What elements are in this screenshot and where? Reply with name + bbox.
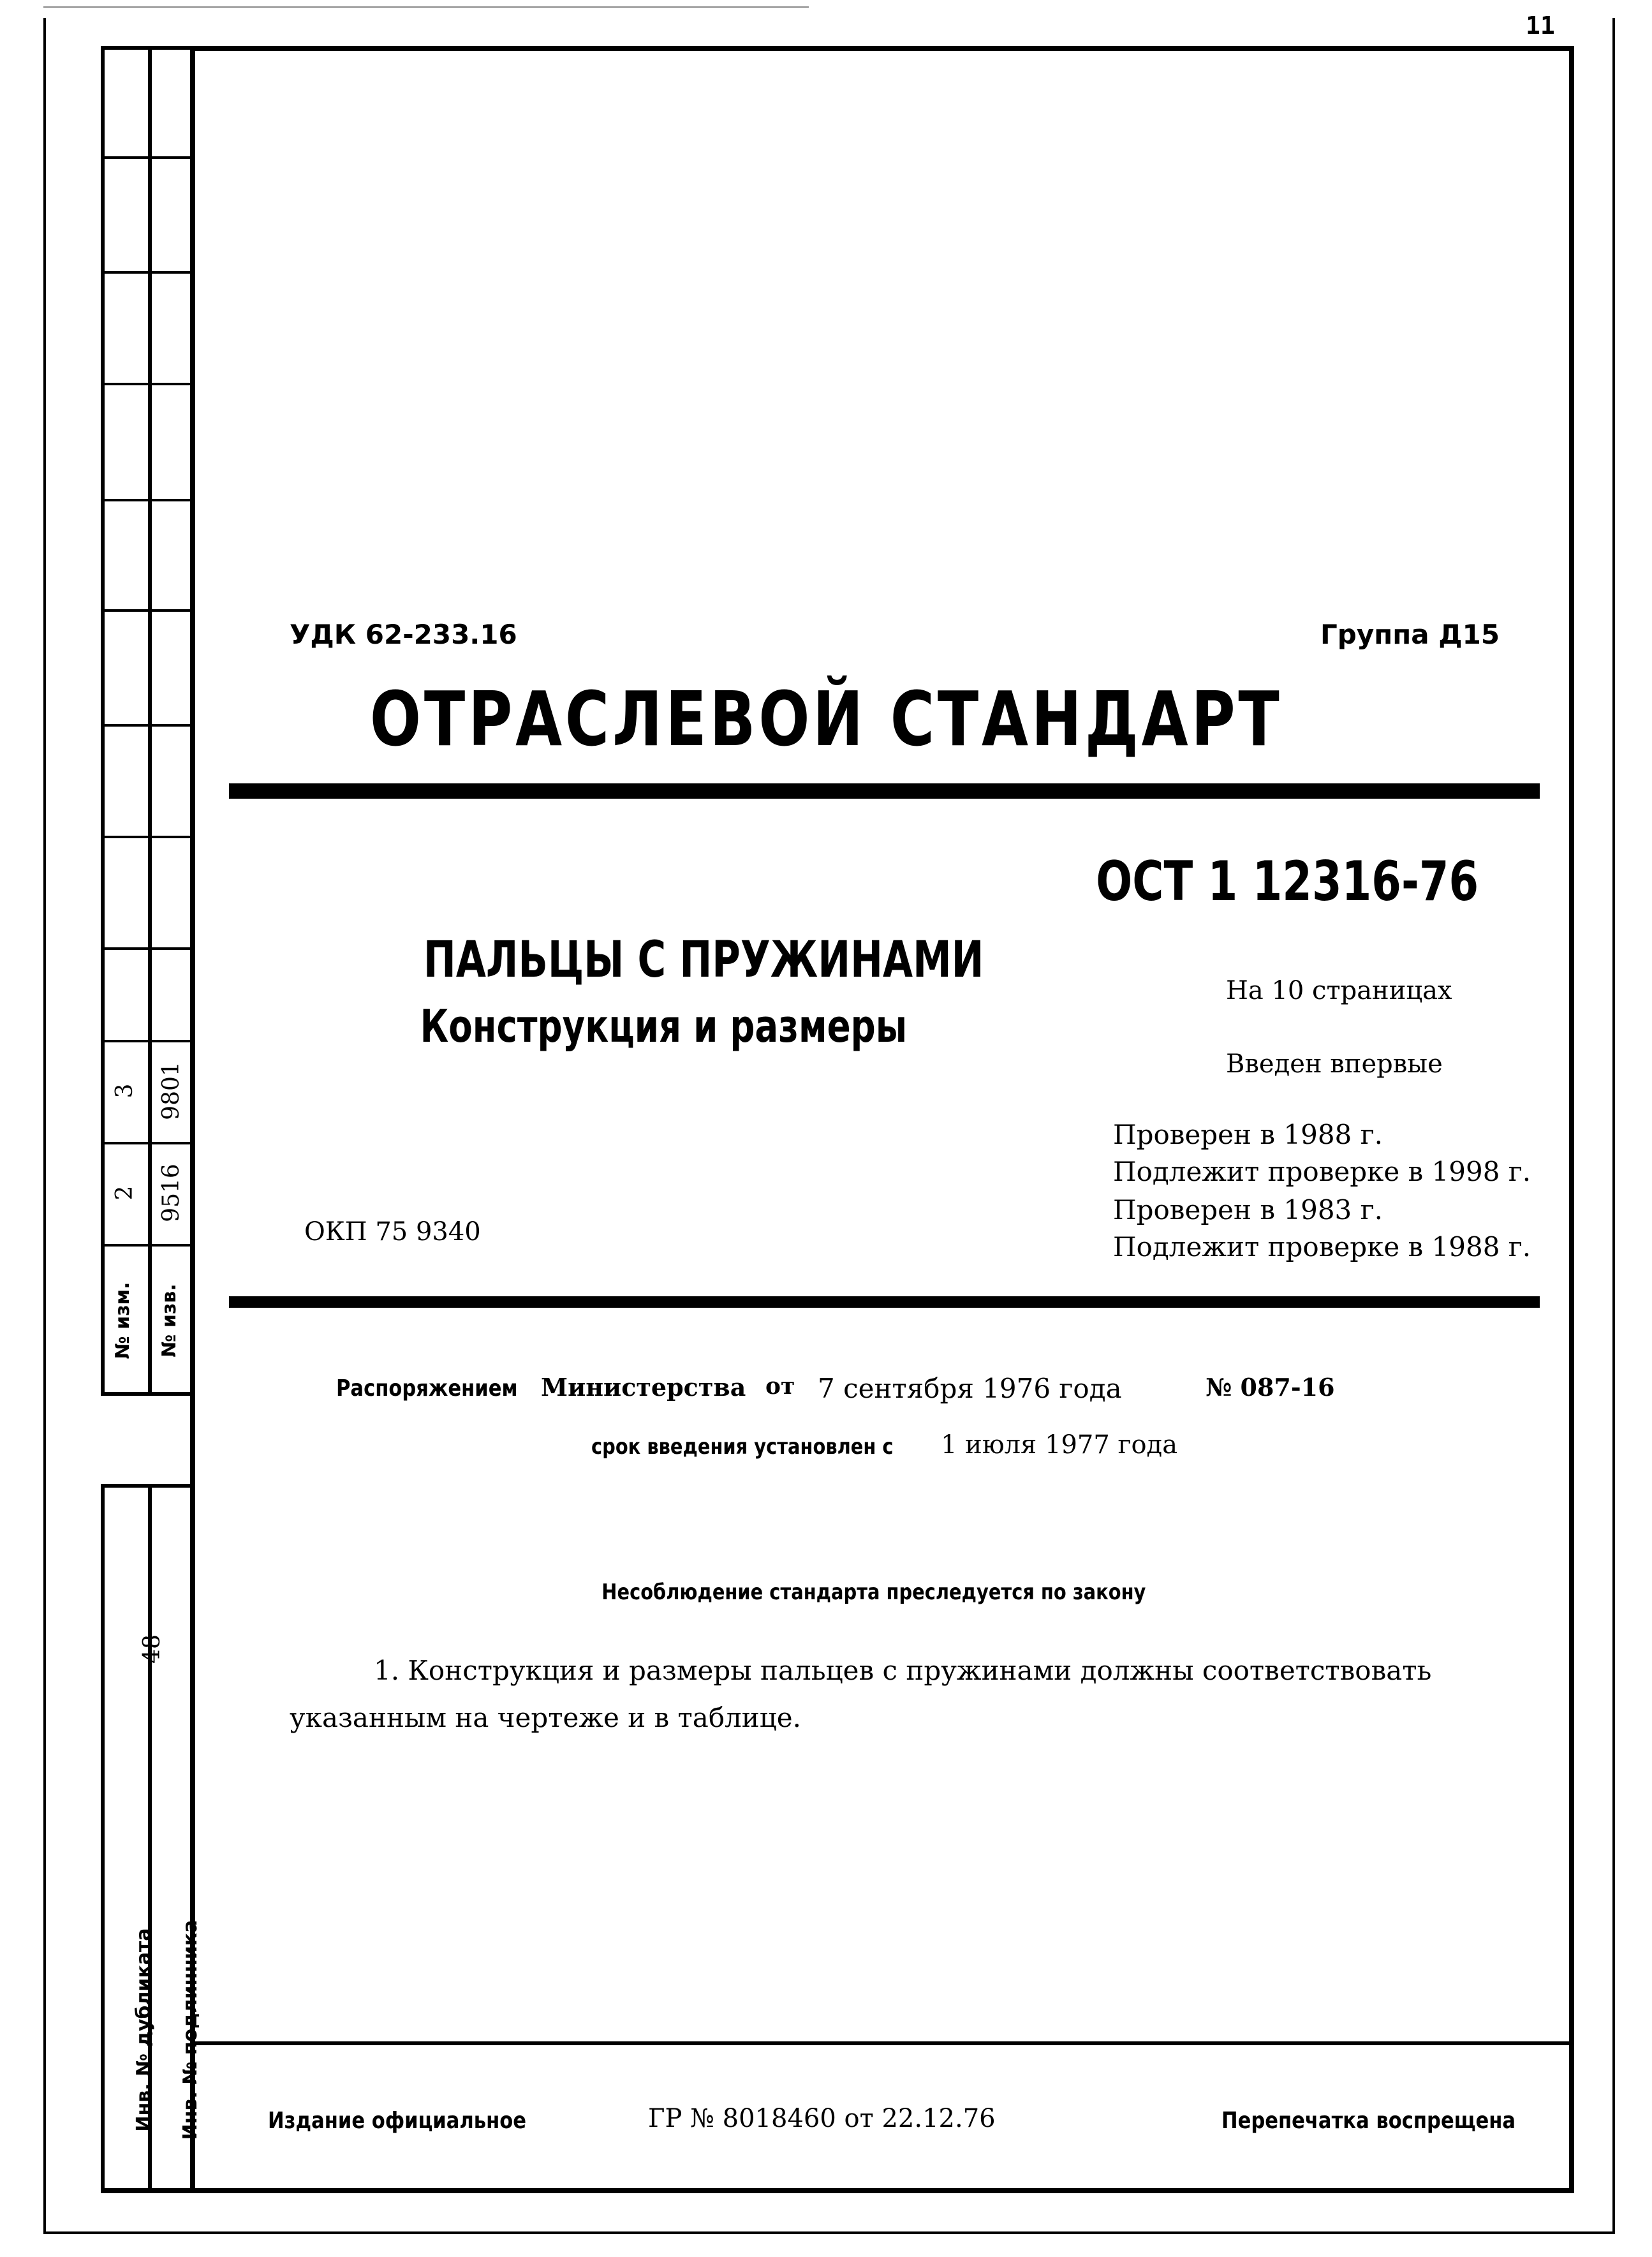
notice-number-9801: 9801 — [158, 1062, 184, 1120]
change-number-3: 3 — [112, 1083, 138, 1099]
group-text: Группа Д15 — [1320, 619, 1500, 650]
outer-frame-bottom — [43, 2231, 1615, 2234]
order-number: № 087-16 — [1206, 1373, 1335, 1402]
subject-main — [344, 931, 982, 989]
term-label — [591, 1434, 947, 1460]
page-count: На 10 страницах — [1226, 976, 1452, 1005]
change-number-2: 2 — [112, 1185, 138, 1201]
outer-frame-top — [43, 6, 809, 8]
udk-code — [290, 619, 517, 650]
order-from: от — [765, 1373, 795, 1400]
frame-left — [190, 46, 195, 2193]
registration-number: ГР № 8018460 от 22.12.76 — [648, 2104, 996, 2133]
udk-text: УДК 62-233.16 — [290, 619, 517, 650]
check-note-3: Проверен в 1983 г. — [1113, 1194, 1383, 1225]
check-note-4: Подлежит проверке в 1988 г. — [1113, 1231, 1531, 1262]
standard-number-text: ОСТ 1 12316-76 — [1096, 850, 1479, 914]
subject-sub-text: Конструкция и размеры — [420, 1000, 907, 1053]
frame-top — [190, 46, 1574, 51]
reprint-notice — [1221, 2108, 1567, 2134]
title-bar — [229, 783, 1540, 799]
order-ministry: Министерства — [541, 1373, 746, 1402]
official-edition-text: Издание официальное — [268, 2108, 527, 2134]
introduced-note: Введен впервые — [1226, 1049, 1443, 1079]
subject-main-text: ПАЛЬЦЫ С ПРУЖИНАМИ — [423, 931, 984, 989]
legal-warning — [0, 1580, 1652, 1605]
notice-label: № изв. — [158, 1284, 181, 1358]
outer-frame-right — [1612, 18, 1615, 2234]
group-code — [1320, 619, 1500, 650]
standard-number — [988, 850, 1479, 914]
duplicate-inventory-label: Инв. № дубликата — [133, 1928, 155, 2132]
order-by-text: Распоряжением — [336, 1375, 518, 1402]
change-label: № изм. — [112, 1282, 134, 1359]
original-inventory-label: Инв. № подлинника — [179, 1920, 202, 2140]
order-date: 7 сентября 1976 года — [818, 1373, 1122, 1404]
check-note-2: Подлежит проверке в 1998 г. — [1113, 1156, 1531, 1187]
legal-warning-text: Несоблюдение стандарта преследуется по закону — [601, 1580, 1146, 1605]
paragraph-line-2: указанным на чертеже и в таблице. — [290, 1702, 801, 1733]
info-bar — [229, 1296, 1540, 1308]
okp-code: ОКП 75 9340 — [304, 1217, 481, 1247]
document-title — [0, 675, 1652, 763]
footer-divider — [190, 2041, 1574, 2045]
order-by — [336, 1375, 550, 1402]
frame-right — [1569, 46, 1574, 2193]
duplicate-value: 48 — [139, 1634, 165, 1664]
reprint-notice-text: Перепечатка воспрещена — [1221, 2108, 1516, 2134]
term-date: 1 июля 1977 года — [941, 1430, 1178, 1460]
subject-sub — [344, 1000, 982, 1053]
notice-number-9516: 9516 — [158, 1164, 184, 1222]
term-label-text: срок введения установлен с — [591, 1434, 894, 1460]
title-text: ОТРАСЛЕВОЙ СТАНДАРТ — [369, 675, 1283, 763]
outer-frame-left — [43, 18, 46, 2234]
official-edition — [268, 2108, 572, 2134]
frame-bottom — [190, 2188, 1574, 2193]
check-note-1: Проверен в 1988 г. — [1113, 1119, 1383, 1150]
page-number: 11 — [1526, 11, 1555, 40]
paragraph-line-1: 1. Конструкция и размеры пальцев с пружинами должны соответствовать — [374, 1655, 1432, 1686]
